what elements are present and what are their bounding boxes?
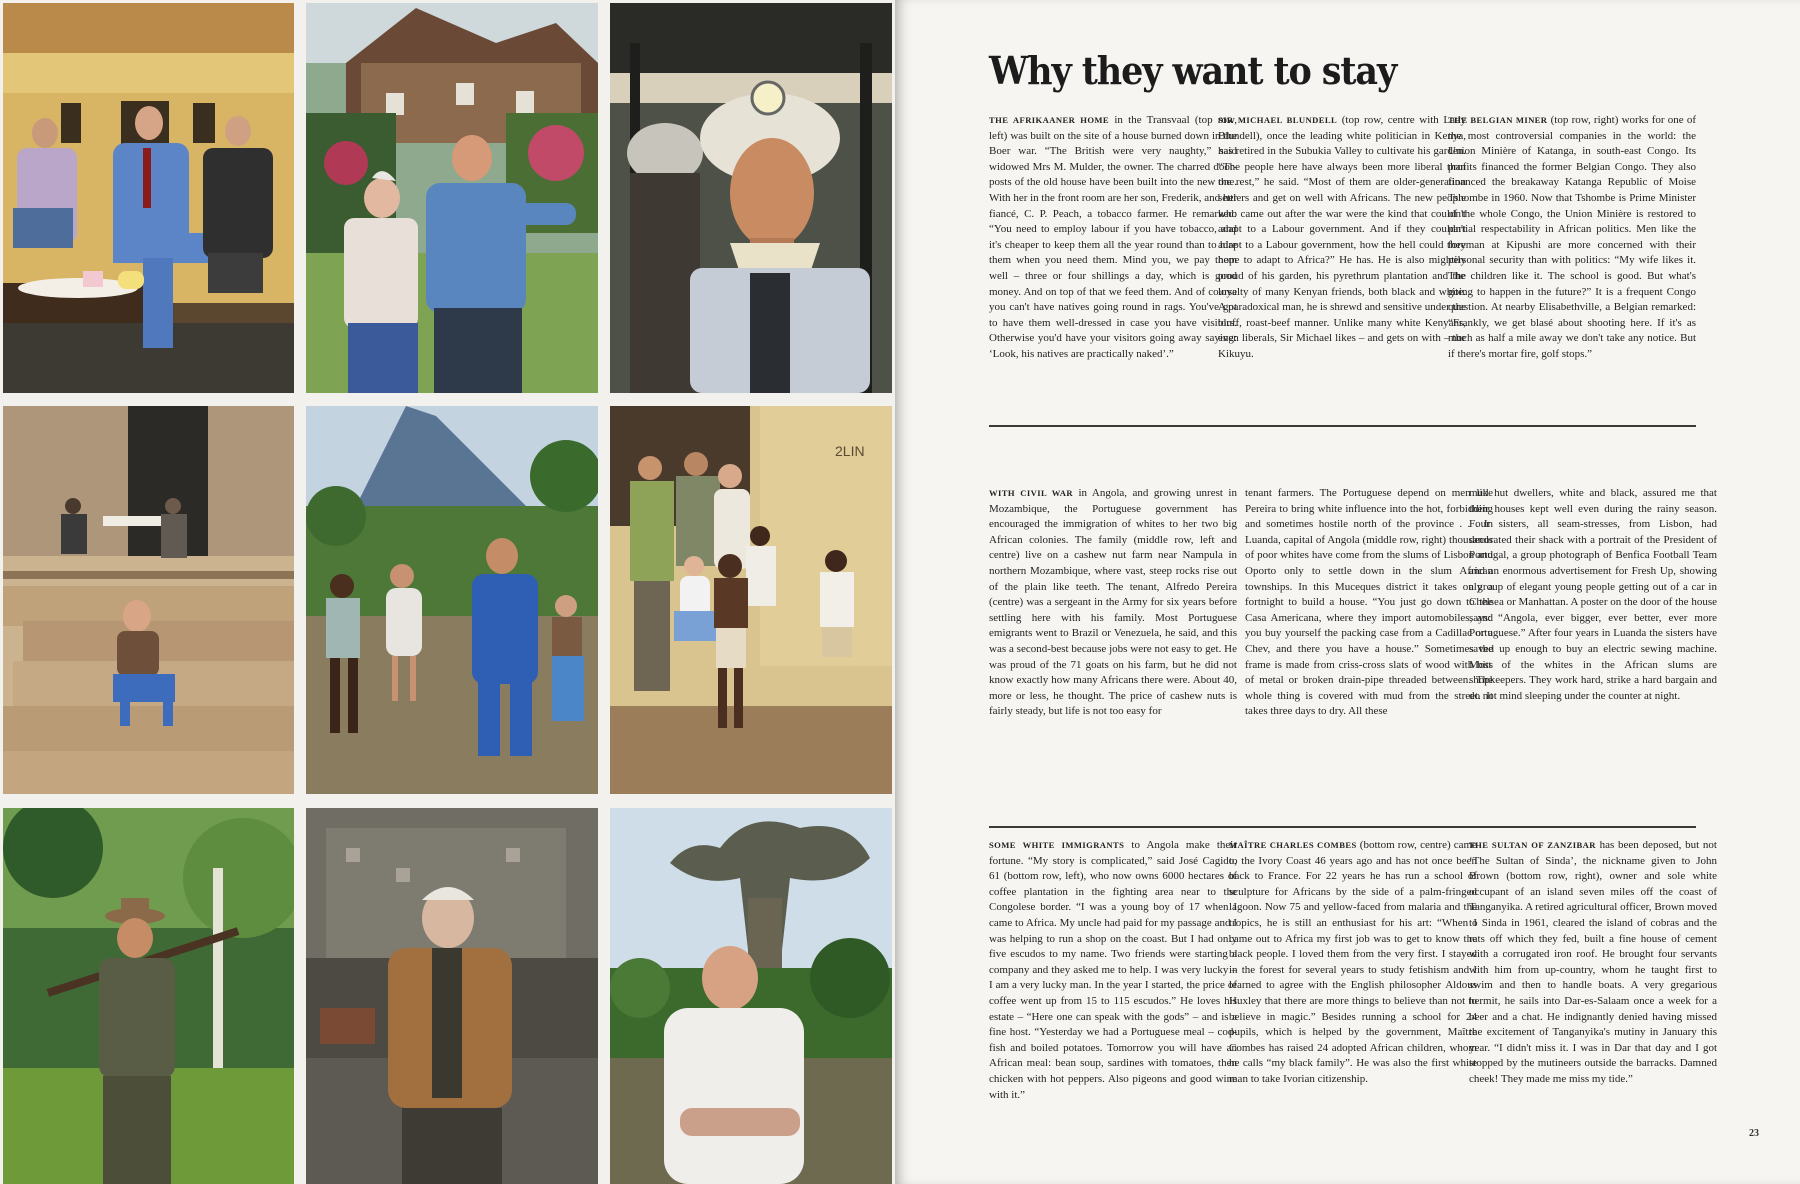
page-number: 23 xyxy=(1749,1128,1759,1139)
article-body: (top row, centre with Lady Blundell), once the leading white politician in Kenya, has retired in the Subukia Valley to cultivate his garden. “The people here have always been more liberal than the rest,” he said. “Most of them are older-generation settlers and get on well with Africans. The new people who came out after the war were the kind that couldn't adapt to a Labour government. And if they couldn't adapt to a Labour government, how the hell could they hope to adapt to Africa?” He has. He is also mightily proud of his garden, his pyrethrum plantation and the loyalty of many Kenyan friends, both black and white. A paradoxical man, he is shrewd and sensitive under the bluff, roast-beef manner. Unlike many white Kenyans, even liberals, Sir Michael likes – and gets on with – the Kikuyu. xyxy=(1218,114,1466,360)
article-portuguese-col-3 xyxy=(1469,486,1717,704)
article-michael-blundell xyxy=(1218,113,1466,363)
article-portuguese-col-2 xyxy=(1245,486,1493,720)
article-jose-cagido xyxy=(989,838,1237,1103)
article-body: in the Transvaal (top row, left) was built on the site of a house burned down in the Boer war. “The British were very naughty,” said widowed Mrs M. Mulder, the owner. The charred door-posts of the old house have been built into the new one. With her in the front room are her son, Frederik, and her fiancé, C. P. Peach, a tobacco farmer. He remarked: “You need to employ labour if you have tobacco, and it's cheaper to keep them all the year round than to hire them when you need them. Mind you, we pay them well – three or four shillings a day, which is good money. And on top of that we feed them. And of course you can't have natives going round in rags. You've got to have them well-dressed in case you have visitors. Otherwise you'd have your visitors going away saying: ‘Look, his natives are practically naked’.” xyxy=(989,114,1238,360)
article-john-brown xyxy=(1469,838,1717,1088)
section-divider xyxy=(989,425,1696,427)
article-lead: THE BELGIAN MINER xyxy=(1448,115,1548,125)
article-portuguese-col-1 xyxy=(989,486,1237,720)
article-lead: SIR MICHAEL BLUNDELL xyxy=(1218,115,1338,125)
photo-alfredo-pereira xyxy=(306,406,598,794)
article-afrikaaner-home xyxy=(989,113,1237,363)
article-lead: WITH CIVIL WAR xyxy=(989,488,1073,498)
article-lead: THE SULTAN OF ZANZIBAR xyxy=(1469,840,1596,850)
section-divider xyxy=(989,826,1696,828)
article-charles-combes xyxy=(1229,838,1477,1088)
photo-jose-cagido xyxy=(3,808,294,1184)
photo-mozambique-farm xyxy=(3,406,294,794)
article-body: tenant farmers. The Portuguese depend on men like Pereira to bring white influence into the hot, forbidding and sometimes hostile north of the province . . . In Luanda, capital of Angola (middle row, right) thousands of poor whites have come from the slums of Lisbon and Oporto only to settle down in the slum African townships. In this Muceques district it takes only a fortnight to build a house. “You just go down to the Casa Americana, where they import automobiles, and you buy yourself the packing case from a Cadillac or a Chev, and there you have a house.” Sometimes the frame is made from criss-cross slats of wood with bits of metal or broken drain-pipe threaded between. The whole thing is covered with mud from the street. It takes three days to dry. All these xyxy=(1245,487,1493,718)
photo-john-brown xyxy=(610,808,892,1184)
article-lead: THE AFRIKAANER HOME xyxy=(989,115,1110,125)
article-body: in Angola, and growing unrest in Mozambique, the Portuguese government has encouraged the immigration of whites to her two big African colonies. The family (middle row, left and centre) live on a cashew nut farm near Nampula in northern Mozambique, where vast, steep rocks rise out of the plain like teeth. The tenant, Alfredo Pereira (centre) was a sergeant in the Army for six years before settling here with his family. Most Portuguese emigrants went to Brazil or Venezuela, he said, and this was a second-best because jobs were not easy to get. He was proud of the 71 goats on his farm, but he did not know exactly how many Africans there were. About 40, more or less, he thought. The price of cashew nuts is fairly steady, but life is not too easy for xyxy=(989,487,1237,718)
photo-page xyxy=(0,0,895,1184)
article-body: mud hut dwellers, white and black, assured me that their houses kept well even during the rainy season. Four sisters, all seam-stresses, from Lisbon, had decorated their shack with a portrait of the President of Portugal, a group photograph of Benfica Football Team and an enormous advertisement for Fresh Up, showing a group of elegant young people getting out of a car in Chelsea or Manhattan. A poster on the door of the house says: “Angola, ever bigger, ever better, ever more Portuguese.” After four years in Luanda the sisters have saved up enough to buy an electric sewing machine. Most of the whites in the African slums are shopkeepers. They work hard, strike a hard bargain and do not mind sleeping under the counter at night. xyxy=(1469,487,1717,702)
article-body: has been deposed, but not ‘The Sultan of Sinda’, the nickname given to John Brown (bottom row, right), owner and sole white occupant of an island seven miles off the coast of Tanganyika. A retired agricultural officer, Brown moved to Sinda in 1961, cleared the island of cobras and the rats off which they fed, built a fine house of cement with a corrugated iron roof. He brought four servants with him from up-country, whom he taught first to swim and then to handle boats. A very gregarious hermit, he sails into Dar-es-Salaam once a week for a beer and a chat. He indignantly denied having missed the excitement of Tanganyika's mutiny in January this year. “I didn't miss it. I was in Dar that day and I got stopped by the mutineers outside the barracks. Damned cheek! They made me miss my tide.” xyxy=(1469,839,1717,1085)
photo-afrikaaner-home xyxy=(3,3,294,393)
photo-belgian-miner xyxy=(610,3,892,393)
photo-michael-blundell xyxy=(306,3,598,393)
photo-charles-combes xyxy=(306,808,598,1184)
article-belgian-miner xyxy=(1448,113,1696,363)
article-body: (top row, right) works for one of the most controversial companies in the world: the Union Minière of Katanga, in south-east Congo. Its profits financed the former Belgian Congo. They also financed the breakaway Katanga Republic of Moise Tshombe in 1960. Now that Tshombe is Prime Minister of the whole Congo, the Union Minière is restored to partial respectability in African politics. Men like the foreman at Kipushi are more concerned with their personal security than with politics: “My wife likes it. The children like it. The school is good. But what's going to happen in the future?” It is a frequent Congo question. At nearby Elisabethville, a Belgian remarked: “Frankly, we get blasé about shooting here. If it's as much as half a mile away we don't take any notice. But if there's mortar fire, golf stops.” xyxy=(1448,114,1697,360)
article-body: to Angola make their fortune. “My story is complicated,” said José Cagido, 61 (bottom row, left), who now owns 6000 hectares of coffee plantation in the fighting area near to the Congolese border. “I was a young boy of 17 when I came to Africa. My uncle had paid for my passage and I was helping to run a shop on the coast. But I had only five escudos to my name. Two friends were starting a company and they asked me to help. I was very lucky – I am a very lucky man. In the year I started, the price of coffee went up from 15 to 115 escudos.” He loves his estate – “Here one can speak with the gods” – and is a fine host. “Yesterday we had a Portuguese meal – cod-fish and boiled potatoes. Tomorrow you will have an African meal: bean soup, sardines with tomatoes, then chicken with hot peppers. Also pigeons and good wine with it.” xyxy=(989,839,1237,1101)
article-body: (bottom row, centre) came to the Ivory Coast 46 years ago and has not once been back to France. For 22 years he has run a school of sculpture for Africans by the side of a palm-fringed lagoon. Now 75 and yellow-faced from malaria and the tropics, he is still an enthusiast for his art: “When I came out to Africa my first job was to get to know the black people. I loved them from the very first. I stayed in the forest for several years to study fetishism and I learned to agree with the English philosopher Aldous Huxley that there are more things to believe than not to believe in magic.” Besides running a school for 24 pupils, which is helped by the government, Maître Combes has raised 24 adopted African children, whom he calls “my black family”. He was also the first white man to take Ivorian citizenship. xyxy=(1229,839,1477,1085)
page-headline: Why they want to stay xyxy=(989,48,1397,93)
article-lead: MAÎTRE CHARLES COMBES xyxy=(1229,840,1357,850)
wall-sign: 2LIN xyxy=(835,443,865,459)
article-lead: SOME WHITE IMMIGRANTS xyxy=(989,840,1125,850)
photo-luanda-family xyxy=(610,406,892,794)
